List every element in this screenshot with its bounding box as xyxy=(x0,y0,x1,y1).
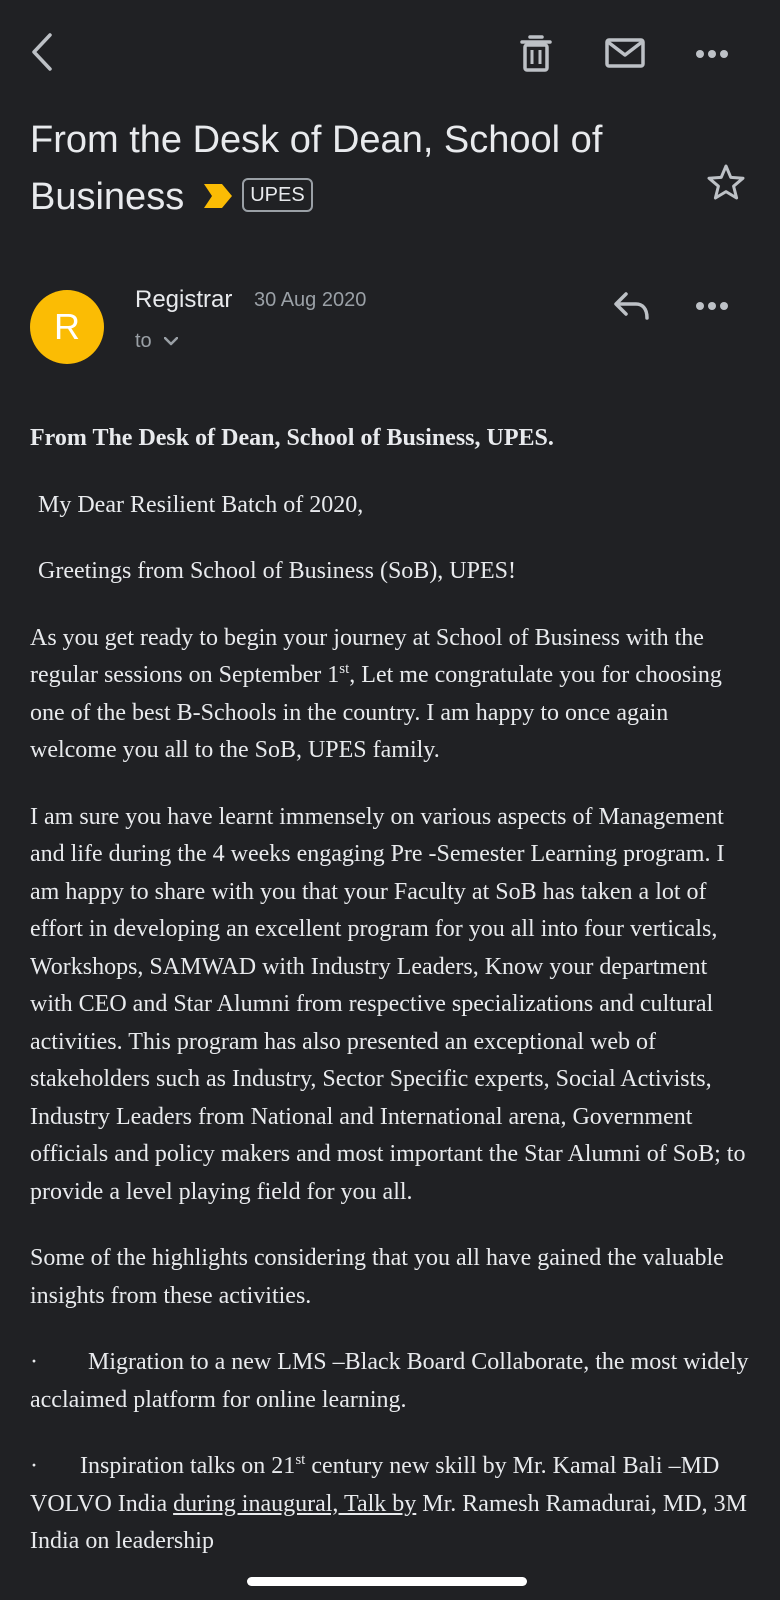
top-app-bar xyxy=(0,0,780,110)
star-button[interactable] xyxy=(706,162,746,202)
body-greeting: Greetings from School of Business (SoB), UPES! xyxy=(38,558,516,584)
importance-marker-icon[interactable] xyxy=(202,170,234,227)
to-label: to xyxy=(135,330,152,352)
body-paragraph-2: I am sure you have learnt immensely on various aspects of Management and life during the 4 weeks engaging Pre -Semester Learning program. I am happy to share with you that your Faculty at SoB has taken a lot of effort in developing an excellent program for you all into four verticals, Workshops, SAMWAD with Industry Leaders, Know your department with CEO and Star Alumni from respective specializations and cultural activities. This program has also presented an exceptional web of stakeholders such as Industry, Sector Specific experts, Social Activists, Industry Leaders from National and International arena, Government officials and policy makers and most important the Star Alumni of SoB; to provide a level playing field for you all. xyxy=(30,803,746,1205)
para1-text-b: , Let me congratulate you for choosing one of the best B-Schools in the country. I am happy to once again welcome you all to the SoB, UPES family. xyxy=(30,662,722,763)
bullet2-link[interactable]: during inaugural, Talk by xyxy=(173,1490,417,1517)
sent-date: 30 Aug 2020 xyxy=(254,289,367,311)
more-horizontal-icon xyxy=(695,49,729,59)
mail-icon xyxy=(605,38,645,68)
more-horizontal-icon xyxy=(695,301,729,311)
back-arrow-icon xyxy=(30,33,54,71)
bullet2-text-a: Inspiration talks on 21 xyxy=(80,1453,296,1479)
bullet2-sup: st xyxy=(295,1452,306,1468)
back-button[interactable] xyxy=(22,28,62,76)
sender-row xyxy=(0,280,780,380)
body-salutation: My Dear Resilient Batch of 2020, xyxy=(38,491,364,518)
body-paragraph-1 xyxy=(30,620,750,770)
star-outline-icon xyxy=(707,164,745,200)
bullet-item-1 xyxy=(30,1344,750,1419)
recipients-toggle[interactable] xyxy=(135,330,178,353)
para1-sup: st xyxy=(339,661,350,677)
bullet1-text: Migration to a new LMS –Black Board Collaborate, the most widely acclaimed platform for online learning. xyxy=(30,1349,749,1413)
label-chip[interactable]: UPES xyxy=(242,178,312,212)
bullet2-text-c: Mr. Ramesh Ramadurai, MD, 3M India on leadership xyxy=(30,1490,747,1554)
email-subject xyxy=(30,112,670,227)
bullet-item-2 xyxy=(30,1448,750,1561)
subject-block xyxy=(30,112,670,227)
home-indicator[interactable] xyxy=(247,1577,527,1586)
delete-button[interactable] xyxy=(514,30,558,76)
email-subject-text: From the Desk of Dean, School of Business xyxy=(30,119,603,218)
message-body xyxy=(30,420,750,1590)
body-heading: From The Desk of Dean, School of Business, UPES. xyxy=(30,425,554,451)
reply-button[interactable] xyxy=(610,286,654,326)
mark-unread-button[interactable] xyxy=(602,30,648,76)
reply-icon xyxy=(614,292,650,320)
bullet-marker: · xyxy=(30,1453,38,1479)
chevron-down-icon xyxy=(164,337,178,346)
avatar[interactable]: R xyxy=(30,290,104,364)
bullet-marker: · xyxy=(30,1349,38,1375)
para1-text-a: As you get ready to begin your journey at School of Business with the regular sessions on September 1 xyxy=(30,624,704,688)
sender-name: Registrar xyxy=(135,286,233,313)
more-options-button[interactable] xyxy=(690,34,734,74)
bullet2-text-b: century new skill by Mr. Kamal Bali –MD VOLVO India xyxy=(30,1453,720,1517)
message-more-button[interactable] xyxy=(690,286,734,326)
body-paragraph-3: Some of the highlights considering that you all have gained the valuable insights from these activities. xyxy=(30,1245,724,1309)
trash-icon xyxy=(520,34,552,72)
